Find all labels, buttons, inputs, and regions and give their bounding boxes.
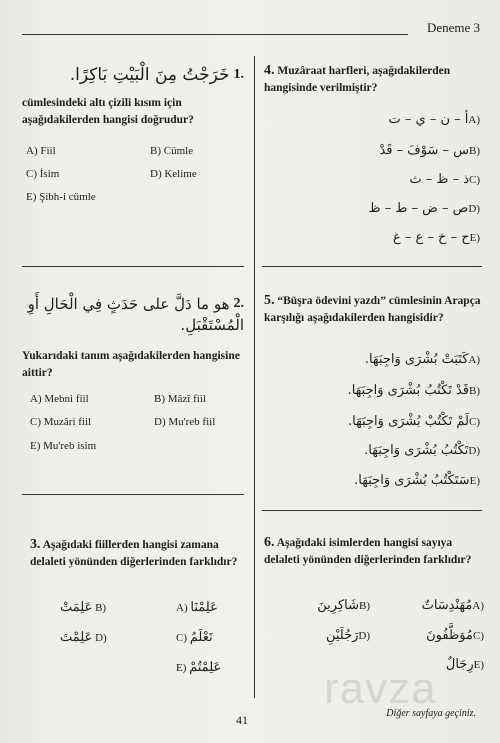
q5-number: 5.	[264, 293, 275, 308]
q2-question-text: Yukarıdaki tanım aşağıdakilerden hangisine aittir?	[22, 350, 240, 379]
q2-option-e[interactable]: E) Mu'reb isim	[30, 440, 97, 452]
q4-option-d-label: D)	[468, 203, 480, 215]
q4-option-e-text: ح – خ – ع – غ	[393, 230, 470, 245]
q3-option-b[interactable]	[60, 600, 106, 615]
watermark-logo: ravza	[324, 664, 437, 713]
q5-option-d-label: D)	[468, 445, 480, 457]
q3-number: 3.	[30, 537, 41, 552]
q6-number: 6.	[264, 535, 275, 550]
q6-option-c-label: C)	[473, 630, 484, 642]
q3-option-e-label: E)	[176, 662, 187, 674]
q5-option-a[interactable]	[300, 352, 480, 367]
q6-option-c[interactable]	[390, 628, 484, 643]
q1-option-d[interactable]: D) Kelime	[150, 168, 197, 180]
question-6	[264, 534, 482, 569]
q4-option-e-label: E)	[469, 232, 480, 244]
q5-option-b[interactable]	[290, 383, 480, 398]
q5-option-a-label: A)	[468, 354, 480, 366]
q6-option-d[interactable]	[280, 628, 370, 643]
q5-option-b-label: B)	[469, 385, 480, 397]
q4-option-e[interactable]	[344, 230, 480, 245]
q4-option-b-text: س – سَوْفَ – قَدْ	[379, 143, 469, 158]
q4-option-c-label: C)	[469, 174, 480, 186]
q5-option-e-label: E)	[469, 475, 480, 487]
q3-option-d-text: عَلِمْتَ	[60, 630, 93, 645]
q1-question-text: cümlesindeki altı çizili kısım için aşağıdakilerden hangisi doğrudur?	[22, 97, 194, 126]
q2-number: 2.	[233, 296, 244, 311]
q6-option-b-text: شَاكِرِينَ	[317, 598, 359, 613]
header-rule	[22, 34, 408, 35]
q5-option-e-text: سَتَكْتُبُ بُشْرَى وَاجِبَهَا.	[354, 473, 470, 488]
next-page-note: Diğer sayfaya geçiniz.	[386, 708, 476, 719]
separator-q4-q5	[262, 266, 482, 267]
q3-option-a[interactable]	[176, 600, 218, 615]
q3-option-c-label: C)	[176, 632, 187, 644]
q5-option-b-text: قَدْ تَكْتُبُ بُشْرَى وَاجِبَهَا.	[347, 383, 469, 398]
column-divider	[254, 56, 255, 698]
q5-option-d-text: تَكْتُبُ بُشْرَى وَاجِبَهَا.	[364, 443, 469, 458]
q6-option-d-text: رَجُلَيْنِ	[325, 628, 359, 643]
q4-number: 4.	[264, 63, 275, 78]
q4-option-b-label: B)	[469, 145, 480, 157]
q3-question-text: Aşağıdaki fiillerden hangisi zamana delaleti yönünden diğerlerinden farklıdır?	[30, 539, 238, 568]
q6-option-d-label: D)	[358, 630, 370, 642]
question-1	[22, 62, 244, 129]
q4-option-a[interactable]	[364, 112, 480, 127]
q3-option-a-text: عَلِمْنَا	[190, 600, 218, 615]
q4-question-text: Muzâraat harfleri, aşağıdakilerden hangisinde verilmiştir?	[264, 65, 451, 94]
q5-option-c[interactable]	[290, 414, 480, 429]
q4-option-d[interactable]	[344, 201, 480, 216]
q4-option-d-text: ص – ض – ط – ظ	[368, 201, 469, 216]
q2-option-c[interactable]: C) Muzâri fiil	[30, 416, 92, 428]
q2-option-d[interactable]: D) Mu'reb fiil	[154, 416, 216, 428]
q4-option-a-label: A)	[468, 114, 480, 126]
q3-option-d[interactable]	[60, 630, 107, 645]
exam-title: Deneme 3	[426, 20, 480, 35]
q1-number: 1.	[233, 67, 244, 82]
q1-arabic-sentence: خَرَجْتُ مِنَ الْبَيْتِ بَاكِرًا.	[69, 65, 230, 85]
q5-option-a-text: كَتَبَتْ بُشْرَى وَاجِبَهَا.	[364, 352, 469, 367]
q6-option-b[interactable]	[280, 598, 370, 613]
q2-arabic-line-1: هو ما دَلَّ على حَدَثٍ فِي الْحَالِ أَوِ	[27, 295, 230, 313]
q3-option-c-text: تَعْلَمُ	[189, 630, 213, 645]
separator-q5-q6	[262, 510, 482, 511]
q1-option-e[interactable]: E) Şibh-i cümle	[26, 191, 96, 203]
q6-option-c-text: مُوَظَّفُونَ	[426, 628, 473, 643]
q1-option-b[interactable]: B) Cümle	[150, 145, 194, 157]
separator-q2-q3	[22, 494, 244, 495]
q5-option-c-text: لَمْ تَكْتُبْ بُشْرَى وَاجِبَهَا.	[348, 414, 469, 429]
q3-option-e[interactable]	[176, 660, 221, 675]
q5-option-e[interactable]	[290, 473, 480, 488]
q4-option-b[interactable]	[344, 143, 480, 158]
q6-option-a-label: A)	[472, 600, 484, 612]
q3-option-b-text: عَلِمَتْ	[60, 600, 93, 615]
page-number: 41	[236, 713, 248, 727]
q3-option-b-label: B)	[95, 602, 107, 614]
question-5	[264, 292, 482, 327]
q2-option-a[interactable]: A) Mebni fiil	[30, 393, 89, 405]
q6-question-text: Aşağıdaki isimlerden hangisi sayıya delaleti yönünden diğerlerinden farklıdır?	[264, 537, 472, 566]
question-4	[264, 62, 482, 97]
question-3	[30, 536, 246, 571]
q2-arabic-line-2: الْمُسْتَقْبَلِ.	[180, 316, 244, 334]
q6-option-a[interactable]	[390, 598, 484, 613]
page-header	[22, 18, 480, 40]
q1-option-a[interactable]: A) Fiil	[26, 145, 56, 157]
q4-option-c-text: ذ – ظ – ث	[409, 172, 469, 187]
q5-question-text: “Büşra ödevini yazdı” cümlesinin Arapça karşılığı aşağıdakilerden hangisidir?	[264, 295, 481, 324]
q6-option-e-label: E)	[473, 659, 484, 671]
separator-q1-q2	[22, 266, 244, 267]
q6-option-b-label: B)	[359, 600, 370, 612]
q3-option-e-text: عَلِمْتُمْ	[189, 660, 222, 675]
q5-option-c-label: C)	[469, 416, 480, 428]
question-2	[22, 292, 244, 382]
q6-option-a-text: مُهَنْدِسَاتٌ	[421, 598, 473, 613]
q4-option-a-text: أ – ن – ي – ت	[388, 112, 469, 127]
q3-option-c[interactable]	[176, 630, 213, 645]
q5-option-d[interactable]	[300, 443, 480, 458]
q1-option-c[interactable]: C) İsim	[26, 168, 60, 180]
q3-option-a-label: A)	[176, 602, 188, 614]
q3-option-d-label: D)	[95, 632, 107, 644]
q2-option-b[interactable]: B) Mâzî fiil	[154, 393, 206, 405]
q4-option-c[interactable]	[364, 172, 480, 187]
q6-option-e-text: رِجَالٌ	[445, 657, 474, 672]
